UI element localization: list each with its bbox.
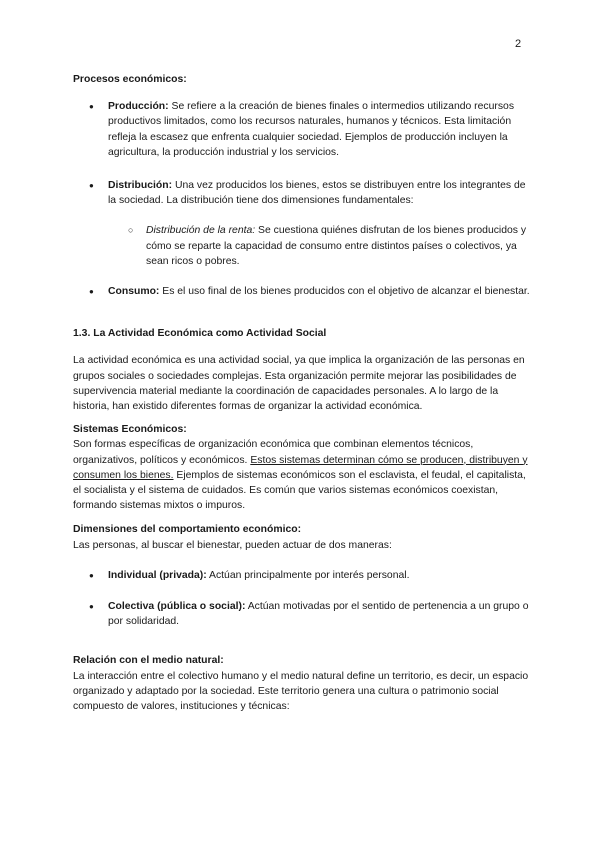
section-paragraph: La actividad económica es una actividad social, ya que implica la organización de las personas en grupos sociales o sociedades complejas. Esta organización permite mejorar las posibilidades de supervivencia material mediante la coordinación de capacidades personales. A lo largo de la historia, han existido diferentes formas de organizar la actividad económica. [73,355,525,413]
sistemas-text-b: Ejemplos de sistemas económicos son el esclavista, el feudal, el capitalista, el socialista y el sistema de cuidados. Es común que varios sistemas económicos coexistan, formando sistemas mixtos o impuros. [73,469,526,512]
section-heading: 1.3. La Actividad Económica como Actividad Social [73,328,327,340]
dimensiones-heading: Dimensiones del comportamiento económico: [73,524,302,536]
text-produccion: Se refiere a la creación de bienes finales o intermedios utilizando recursos productivos limitados, como los recursos naturales, humanos y técnicos. Esta limitación refleja la escasez que enfrenta cualquier sociedad. Ejemplos de producción incluyen la agricultura, la producción industrial y los servicios. [108,101,515,158]
term-colectiva: Colectiva (pública o social): [108,601,246,613]
document-body [73,72,533,714]
text-colectiva: Actúan motivadas por el sentido de pertenencia a un grupo o por solidaridad. [108,601,529,628]
text-consumo: Es el uso final de los bienes producidos con el objetivo de alcanzar el bienestar. [159,286,530,298]
relacion-paragraph: La interacción entre el colectivo humano y el medio natural define un territorio, es decir, un espacio organizado y adaptado por la sociedad. Este territorio genera una cultura o patrimonio social compuesto de valores, instituciones y técnicas: [73,670,529,713]
sistemas-underlined: Estos sistemas determinan cómo se producen, distribuyen y consumen los bienes. [73,454,528,481]
term-individual: Individual (privada): [108,569,207,581]
dimensiones-list [73,568,533,630]
page-number: 2 [515,38,522,50]
list-item-individual [73,568,533,583]
consumo-list [73,284,533,299]
text-distribucion: Una vez producidos los bienes, estos se distribuyen entre los integrantes de la sociedad. La distribución tiene dos dimensiones fundamentales: [108,180,526,207]
dimensiones-intro: Las personas, al buscar el bienestar, pueden actuar de dos maneras: [73,539,392,551]
list-item-colectiva [73,599,533,629]
relacion-heading: Relación con el medio natural: [73,655,224,667]
list-item-produccion [73,99,533,160]
text-individual: Actúan principalmente por interés personal. [206,569,410,581]
text-renta: Se cuestiona quiénes disfrutan de los bienes producidos y cómo se reparte la capacidad de consumo entre distintos países o colectivos, ya sean ricos o pobres. [146,225,527,267]
sistemas-text-a: Son formas específicas de organización económica que combinan elementos técnicos, organizativos, políticos y económicos. [73,439,474,466]
term-consumo: Consumo: [108,286,160,298]
sistemas-paragraph [73,437,533,513]
procesos-heading: Procesos económicos: [73,74,187,85]
distribucion-sublist [73,223,533,269]
term-distribucion: Distribución: [108,180,173,192]
sistemas-heading: Sistemas Económicos: [73,424,187,436]
list-item-renta [73,223,533,269]
procesos-list [73,99,533,208]
term-produccion: Producción: [108,101,169,113]
list-item-distribucion [73,178,533,208]
list-item-consumo [73,284,533,299]
term-renta: Distribución de la renta: [146,225,256,237]
